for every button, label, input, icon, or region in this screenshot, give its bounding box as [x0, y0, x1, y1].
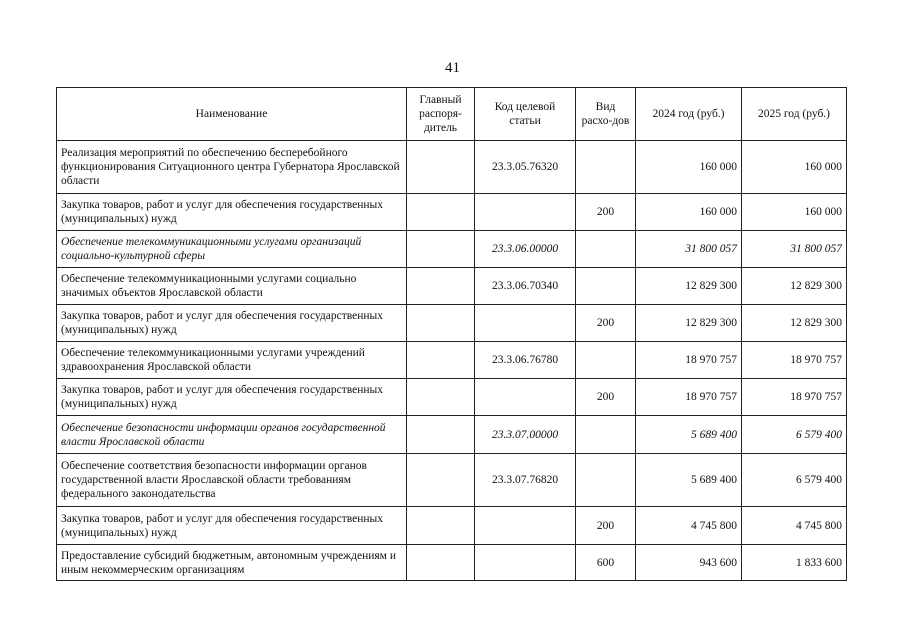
cell-code	[475, 379, 576, 416]
cell-name: Обеспечение телекоммуникационными услугами социально значимых объектов Ярославской области	[57, 268, 407, 305]
cell-code: 23.3.06.00000	[475, 231, 576, 268]
cell-2024: 160 000	[636, 194, 742, 231]
table-row	[57, 305, 847, 342]
cell-name: Обеспечение соответствия безопасности информации органов государственной власти Ярославской области требованиям федерального законодательства	[57, 454, 407, 507]
cell-2025: 160 000	[742, 194, 847, 231]
cell-2025: 1 833 600	[742, 545, 847, 581]
header-row	[57, 88, 847, 141]
table-row	[57, 545, 847, 581]
header-code: Код целевой статьи	[475, 88, 576, 141]
cell-2025: 4 745 800	[742, 507, 847, 545]
table-row	[57, 194, 847, 231]
table-row	[57, 379, 847, 416]
cell-admin	[407, 507, 475, 545]
cell-2024: 18 970 757	[636, 342, 742, 379]
table-row	[57, 141, 847, 194]
cell-code	[475, 545, 576, 581]
cell-name: Закупка товаров, работ и услуг для обеспечения государственных (муниципальных) нужд	[57, 194, 407, 231]
cell-admin	[407, 545, 475, 581]
cell-admin	[407, 305, 475, 342]
cell-2024: 5 689 400	[636, 454, 742, 507]
cell-admin	[407, 342, 475, 379]
cell-2025: 6 579 400	[742, 454, 847, 507]
header-2024: 2024 год (руб.)	[636, 88, 742, 141]
cell-admin	[407, 231, 475, 268]
cell-type	[576, 342, 636, 379]
cell-type: 200	[576, 194, 636, 231]
cell-code: 23.3.07.00000	[475, 416, 576, 454]
cell-type: 600	[576, 545, 636, 581]
cell-2024: 943 600	[636, 545, 742, 581]
cell-2025: 6 579 400	[742, 416, 847, 454]
cell-type	[576, 231, 636, 268]
cell-2024: 31 800 057	[636, 231, 742, 268]
cell-code: 23.3.05.76320	[475, 141, 576, 194]
cell-type	[576, 454, 636, 507]
header-name: Наименование	[57, 88, 407, 141]
cell-type	[576, 268, 636, 305]
cell-code	[475, 194, 576, 231]
cell-2024: 4 745 800	[636, 507, 742, 545]
cell-code	[475, 305, 576, 342]
cell-2025: 12 829 300	[742, 305, 847, 342]
cell-code: 23.3.06.70340	[475, 268, 576, 305]
cell-2025: 12 829 300	[742, 268, 847, 305]
table-row	[57, 416, 847, 454]
cell-code: 23.3.06.76780	[475, 342, 576, 379]
table-row	[57, 342, 847, 379]
cell-2024: 160 000	[636, 141, 742, 194]
cell-admin	[407, 268, 475, 305]
cell-admin	[407, 141, 475, 194]
cell-type: 200	[576, 507, 636, 545]
cell-name: Реализация мероприятий по обеспечению бесперебойного функционирования Ситуационного центра Губернатора Ярославской области	[57, 141, 407, 194]
table-row	[57, 507, 847, 545]
cell-2025: 31 800 057	[742, 231, 847, 268]
header-2025: 2025 год (руб.)	[742, 88, 847, 141]
cell-admin	[407, 454, 475, 507]
cell-type: 200	[576, 305, 636, 342]
cell-2024: 5 689 400	[636, 416, 742, 454]
cell-2024: 18 970 757	[636, 379, 742, 416]
table-row	[57, 268, 847, 305]
cell-2024: 12 829 300	[636, 268, 742, 305]
cell-2025: 18 970 757	[742, 342, 847, 379]
budget-table	[56, 87, 847, 581]
cell-type	[576, 416, 636, 454]
page-number: 41	[445, 60, 460, 76]
cell-name: Обеспечение безопасности информации органов государственной власти Ярославской области	[57, 416, 407, 454]
cell-type: 200	[576, 379, 636, 416]
cell-2025: 18 970 757	[742, 379, 847, 416]
cell-admin	[407, 379, 475, 416]
cell-admin	[407, 194, 475, 231]
cell-2024: 12 829 300	[636, 305, 742, 342]
table-row	[57, 231, 847, 268]
cell-name: Закупка товаров, работ и услуг для обеспечения государственных (муниципальных) нужд	[57, 507, 407, 545]
header-type: Вид расхо-дов	[576, 88, 636, 141]
cell-admin	[407, 416, 475, 454]
cell-name: Обеспечение телекоммуникационными услугами учреждений здравоохранения Ярославской области	[57, 342, 407, 379]
cell-name: Закупка товаров, работ и услуг для обеспечения государственных (муниципальных) нужд	[57, 379, 407, 416]
header-admin: Главный распоря-дитель	[407, 88, 475, 141]
cell-2025: 160 000	[742, 141, 847, 194]
cell-code: 23.3.07.76820	[475, 454, 576, 507]
cell-code	[475, 507, 576, 545]
cell-name: Обеспечение телекоммуникационными услугами организаций социально-культурной сферы	[57, 231, 407, 268]
cell-name: Предоставление субсидий бюджетным, автономным учреждениям и иным некоммерческим организациям	[57, 545, 407, 581]
cell-type	[576, 141, 636, 194]
cell-name: Закупка товаров, работ и услуг для обеспечения государственных (муниципальных) нужд	[57, 305, 407, 342]
table-row	[57, 454, 847, 507]
